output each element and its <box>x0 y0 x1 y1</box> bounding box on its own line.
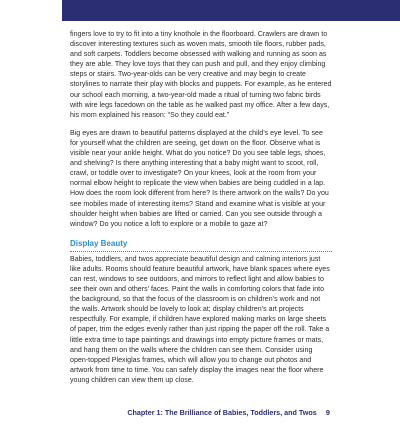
header-bar <box>62 0 400 21</box>
section-heading: Display Beauty <box>70 238 128 248</box>
page-footer <box>127 408 330 417</box>
body-paragraph: Big eyes are drawn to beautiful patterns displayed at the child’s eye level. To see for yourself what the children are seeing, get down on the floor. Observe what is visible near your ankle height. What do you notice? Do you see table legs, shoes, and shelving? Is there anything interesting that a baby might want to scoot, roll, crawl, or toddle over to investigate? On your knees, look at the room from your normal elbow height to replicate the view when babies are being cuddled in a lap. How does the room look different from here? Is there artwork on the walls? Do you see mobiles made of interesting items? Stand and examine what is visible at your shoulder height when babies are lifted or carried. Can you see outside through a window? Do you notice a loft to explore or a mobile to gaze at? <box>70 129 329 228</box>
footer-chapter-title: Chapter 1: The Brilliance of Babies, Toddlers, and Twos <box>127 408 317 417</box>
heading-divider <box>70 251 332 252</box>
section-paragraph: Babies, toddlers, and twos appreciate beautiful design and calming interiors just like adults. Rooms should feature beautiful artwork, have blank spaces where eyes can rest, windows to see outdoors, and mirrors to reflect light and allow babies to see their own and others’ faces. Paint the walls in comforting colors that fade into the background, so that the focus of the classroom is on children’s work and not the walls. Artwork should be lovely to look at; display children’s art projects respectfully. For example, if children have explored making marks on large sheets of paper, trim the edges evenly rather than just ripping the paper off the roll. Take a little extra time to tape paintings and drawings into empty picture frames or mats, and hang them on the walls where the children can see them. Consider using open-topped Plexiglas frames, which will allow you to change out photos and artwork from time to time. You can safely display the images near the floor where young children can view them up close. <box>70 255 330 384</box>
body-paragraph: fingers love to try to fit into a tiny knothole in the floorboard. Crawlers are drawn to discover interesting textures such as woven mats, smooth tile floors, rubber pads, and soft carpets. Toddlers become obsessed with walking and running as soon as they are able. They love toys that they can push and pull, and they enjoy climbing steps or stairs. Two-year-olds can be very creative and may begin to create storylines to narrate their play with blocks and puppets. For example, as he entered our school each morning, a two-year-old made a ritual of turning two fabric birds with wire legs facedown on the table as he walked past my office. After a few days, his mom explained his reason: “So they could eat.” <box>70 31 332 119</box>
page-number: 9 <box>325 408 330 417</box>
page-body <box>70 30 332 386</box>
